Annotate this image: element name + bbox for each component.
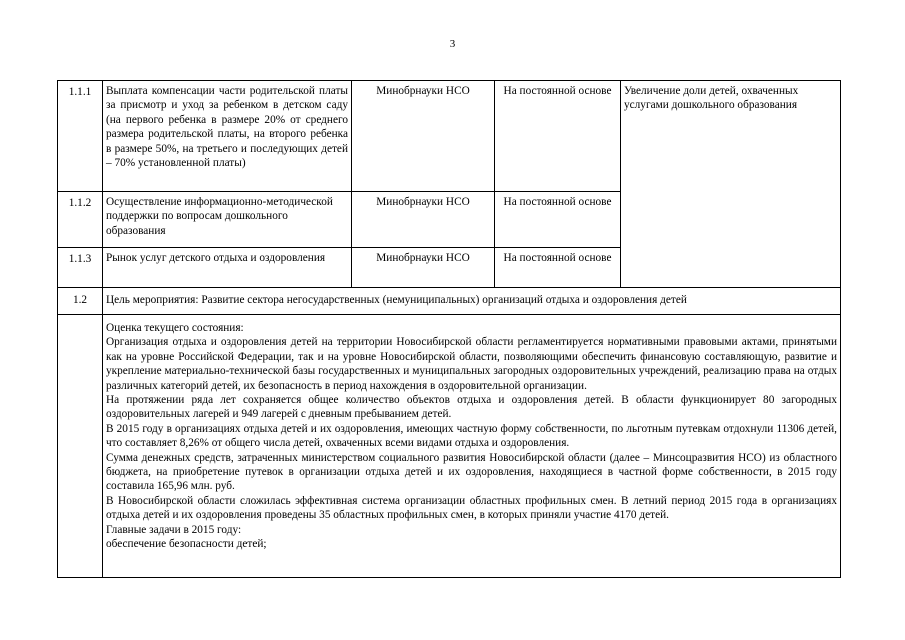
row-number: 1.1.3 xyxy=(58,248,103,288)
executor: Минобрнауки НСО xyxy=(352,192,495,248)
paragraph: В Новосибирской области сложилась эффективная система организации областных профильных смен. В летний период 2015 года в организациях отдыха детей и их оздоровления проведены 35 областных профильных смен, в которых приняли участие 4170 детей. xyxy=(106,494,837,522)
goal-number: 1.2 xyxy=(58,288,103,315)
paragraph: Организация отдыха и оздоровления детей на территории Новосибирской области регламентируется нормативными правовыми актами, принятыми как на уровне Российской Федерации, так и на уровне Новосибирской области, позволяющими обеспечить финансовую составляющую, развитие и укрепление материально-технической базы государственных и муниципальных загородных оздоровительных учреждений, реализацию права на отдых различных категорий детей, их безопасность в период нахождения в оздоровительной организации. xyxy=(106,336,837,392)
goal-text: Цель мероприятия: Развитие сектора негосударственных (немуниципальных) организаций отдыха и оздоровления детей xyxy=(103,288,841,315)
measure-text: Выплата компенсации части родительской платы за присмотр и уход за ребенком в детском саду (на первого ребенка в размере 20% от среднего размера родительской платы, на второго ребенка в размере 50%, на третьего и последующих детей – 70% установленной платы) xyxy=(103,81,352,192)
empty-cell xyxy=(58,315,103,578)
paragraph: обеспечение безопасности детей; xyxy=(106,538,267,551)
executor: Минобрнауки НСО xyxy=(352,248,495,288)
paragraph: В 2015 году в организациях отдыха детей и их оздоровления, имеющих частную форму собственности, по льготным путевкам отдохнули 11306 детей, что составляет 8,26% от общего числа детей, охваченных всеми видами отдыха и оздоровления. xyxy=(106,422,837,450)
measure-text: Рынок услуг детского отдыха и оздоровления xyxy=(103,248,352,288)
paragraph: Сумма денежных средств, затраченных министерством социального развития Новосибирской области (далее – Минсоцразвития НСО) из областного бюджета, на приобретение путевок в организации отдыха детей и их оздоровления, находящиеся в частной форме собственности, в 2015 году составила 165,96 млн. руб. xyxy=(106,451,837,493)
term: На постоянной основе xyxy=(495,248,621,288)
term: На постоянной основе xyxy=(495,192,621,248)
executor: Минобрнауки НСО xyxy=(352,81,495,192)
assessment-cell xyxy=(103,315,841,578)
measures-table xyxy=(57,80,841,578)
paragraph: Главные задачи в 2015 году: xyxy=(106,523,242,536)
measure-text: Осуществление информационно-методической поддержки по вопросам дошкольного образования xyxy=(103,192,352,248)
page-number: 3 xyxy=(449,38,456,50)
row-number: 1.1.2 xyxy=(58,192,103,248)
row-number: 1.1.1 xyxy=(58,81,103,192)
goal-row xyxy=(58,288,841,315)
assessment-row xyxy=(58,315,841,578)
paragraph: На протяжении ряда лет сохраняется общее количество объектов отдыха и оздоровления детей. В области функционирует 80 загородных оздоровительных лагерей и 949 лагерей с дневным пребыванием детей. xyxy=(106,394,837,421)
assessment-heading: Оценка текущего состояния: xyxy=(106,322,244,334)
expected-result: Увеличение доли детей, охваченных услугами дошкольного образования xyxy=(621,81,841,288)
table-row xyxy=(58,81,841,192)
term: На постоянной основе xyxy=(495,81,621,192)
